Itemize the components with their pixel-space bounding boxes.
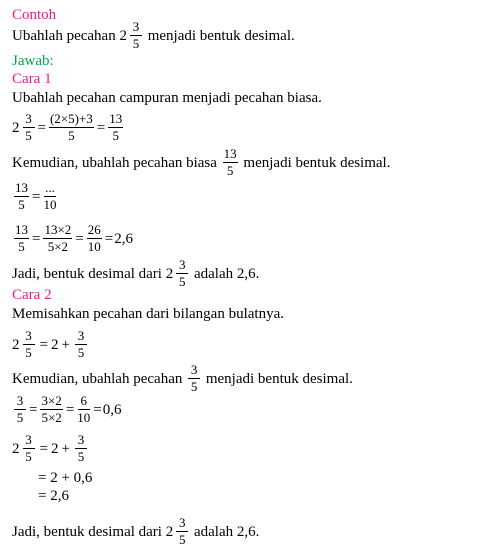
cara2-eq2-result: 0,6 bbox=[102, 401, 122, 418]
cara1-eq3-frac1-den: 5 bbox=[18, 239, 25, 254]
cara1-step2-fraction bbox=[223, 147, 238, 178]
cara2-conclusion-text-after: adalah 2,6. bbox=[193, 523, 260, 540]
cara1-eq2-frac2 bbox=[43, 181, 56, 212]
question-text-after: menjadi bentuk desimal. bbox=[147, 27, 295, 44]
plus-sign: + bbox=[61, 336, 70, 353]
question-whole: 2 bbox=[119, 27, 127, 44]
cara2-eq1-rhs-frac bbox=[75, 329, 87, 360]
equals-sign: = bbox=[39, 336, 48, 353]
cara2-eq1-whole: 2 bbox=[12, 336, 20, 353]
cara2-conclusion-whole: 2 bbox=[165, 523, 174, 540]
cara1-eq3-frac2-num: 13×2 bbox=[44, 222, 72, 237]
cara1-eq1-frac1 bbox=[23, 112, 35, 143]
cara1-conclusion-fraction-num: 3 bbox=[176, 258, 188, 274]
cara2-eq3-rhs-frac-num: 3 bbox=[75, 433, 87, 449]
question-fraction-num: 3 bbox=[130, 20, 142, 36]
equals-sign: = bbox=[104, 230, 114, 247]
cara2-step1 bbox=[12, 305, 284, 323]
cara1-eq1-frac2 bbox=[49, 112, 94, 143]
cara1-eq3-frac3-den: 10 bbox=[87, 239, 101, 254]
cara1-eq1-frac2-num: (2×5)+3 bbox=[49, 111, 93, 126]
cara1-eq1-frac3-num: 13 bbox=[109, 111, 123, 126]
cara1-eq3-frac1-num: 13 bbox=[15, 222, 28, 237]
cara1-eq1-whole: 2 bbox=[12, 119, 20, 136]
cara2-equation1 bbox=[12, 329, 89, 360]
equals-sign: = bbox=[32, 230, 41, 247]
cara1-conclusion-whole: 2 bbox=[165, 265, 174, 282]
question bbox=[12, 20, 295, 51]
plus-sign: + bbox=[61, 440, 70, 457]
question-fraction-den: 5 bbox=[132, 36, 140, 51]
cara1-step1 bbox=[12, 89, 322, 107]
cara1-step2-fraction-num: 13 bbox=[223, 146, 237, 161]
cara2-eq3-line2-text: = 2 + 0,6 bbox=[38, 470, 93, 486]
cara2-eq2-frac1-den: 5 bbox=[16, 410, 24, 425]
cara2-eq3-line2 bbox=[38, 469, 92, 487]
cara2-eq2-frac3-den: 10 bbox=[77, 410, 91, 425]
cara2-step2 bbox=[12, 363, 353, 394]
cara1-eq1-frac3 bbox=[108, 112, 123, 143]
cara2-eq2-frac3-num: 6 bbox=[78, 394, 90, 410]
equals-sign: = bbox=[39, 440, 48, 457]
cara2-conclusion-fraction-num: 3 bbox=[176, 516, 188, 532]
cara1-step2-fraction-den: 5 bbox=[226, 163, 234, 178]
heading-cara2-label: Cara 2 bbox=[12, 287, 52, 303]
cara2-conclusion-fraction bbox=[176, 516, 188, 547]
cara2-step2-fraction-num: 3 bbox=[188, 363, 200, 379]
cara1-step2-text-after: menjadi bentuk desimal. bbox=[243, 154, 391, 171]
cara2-equation3 bbox=[12, 433, 89, 464]
cara1-eq1-frac1-num: 3 bbox=[23, 112, 35, 128]
cara2-step2-text-after: menjadi bentuk desimal. bbox=[205, 370, 353, 387]
cara1-eq3-frac2 bbox=[43, 223, 72, 254]
cara1-conclusion bbox=[12, 258, 259, 289]
cara2-eq3-rhs-frac bbox=[75, 433, 87, 464]
heading-cara2 bbox=[12, 286, 52, 304]
cara1-eq1-frac2-den: 5 bbox=[68, 128, 75, 143]
cara1-eq2-frac1-num: 13 bbox=[15, 180, 28, 195]
cara1-step2-text-before: Kemudian, ubahlah pecahan biasa bbox=[12, 154, 217, 171]
cara2-eq2-frac3 bbox=[77, 394, 90, 425]
equals-sign: = bbox=[96, 119, 106, 136]
equals-sign: = bbox=[93, 401, 102, 418]
cara1-eq2-frac2-den: 10 bbox=[43, 197, 57, 212]
question-text-before: Ubahlah pecahan bbox=[12, 27, 116, 44]
cara1-eq3-frac3 bbox=[87, 223, 102, 254]
heading-jawab-label: Jawab: bbox=[12, 53, 54, 69]
cara1-eq3-frac2-den: 5×2 bbox=[47, 239, 69, 254]
cara1-eq1-frac3-den: 5 bbox=[112, 128, 120, 143]
cara2-eq2-frac2-num: 3×2 bbox=[41, 393, 62, 408]
heading-jawab bbox=[12, 52, 54, 70]
cara1-equation3 bbox=[12, 221, 133, 254]
cara2-eq3-line3 bbox=[38, 487, 69, 505]
cara2-eq3-rhs-whole: 2 bbox=[50, 440, 59, 457]
cara2-step2-text-before: Kemudian, ubahlah pecahan bbox=[12, 370, 183, 387]
equals-sign: = bbox=[32, 188, 41, 205]
cara2-eq3-rhs-frac-den: 5 bbox=[77, 449, 85, 464]
cara2-eq3-frac-num: 3 bbox=[23, 433, 35, 449]
cara2-step2-fraction bbox=[188, 363, 200, 394]
cara2-eq1-rhs-whole: 2 bbox=[50, 336, 59, 353]
equals-sign: = bbox=[29, 401, 38, 418]
cara2-conclusion-text-before: Jadi, bentuk desimal dari bbox=[12, 523, 162, 540]
cara2-conclusion-fraction-den: 5 bbox=[178, 532, 186, 547]
cara1-conclusion-text-after: adalah 2,6. bbox=[193, 265, 260, 282]
cara2-eq1-rhs-frac-den: 5 bbox=[77, 345, 85, 360]
cara1-eq2-frac1 bbox=[14, 181, 29, 212]
cara2-step1-text: Memisahkan pecahan dari bilangan bulatnya. bbox=[12, 306, 284, 322]
heading-cara1 bbox=[12, 70, 52, 88]
heading-cara1-label: Cara 1 bbox=[12, 71, 52, 87]
cara1-eq2-frac2-num: ... bbox=[45, 180, 55, 195]
cara1-conclusion-text-before: Jadi, bentuk desimal dari bbox=[12, 265, 162, 282]
cara2-eq3-line3-text: = 2,6 bbox=[38, 488, 69, 504]
equals-sign: = bbox=[65, 401, 75, 418]
cara1-step2 bbox=[12, 147, 390, 178]
cara1-eq3-frac3-num: 26 bbox=[87, 222, 101, 237]
cara1-eq2-frac1-den: 5 bbox=[18, 197, 25, 212]
cara2-eq1-frac-num: 3 bbox=[23, 329, 35, 345]
cara2-step2-fraction-den: 5 bbox=[190, 379, 198, 394]
cara2-eq3-frac-den: 5 bbox=[25, 449, 32, 464]
cara1-equation1 bbox=[12, 112, 125, 143]
cara2-eq2-frac2 bbox=[40, 394, 62, 425]
cara1-equation2 bbox=[12, 179, 58, 212]
cara2-eq2-frac2-den: 5×2 bbox=[41, 410, 62, 425]
cara2-eq3-whole: 2 bbox=[12, 440, 20, 457]
heading-contoh-label: Contoh bbox=[12, 7, 57, 23]
cara2-eq1-frac-den: 5 bbox=[25, 345, 32, 360]
cara2-eq1-rhs-frac-num: 3 bbox=[75, 329, 87, 345]
equals-sign: = bbox=[37, 119, 46, 136]
cara1-conclusion-fraction bbox=[176, 258, 188, 289]
cara2-equation2 bbox=[12, 392, 122, 425]
cara1-step1-text: Ubahlah pecahan campuran menjadi pecahan biasa. bbox=[12, 90, 322, 106]
cara2-eq3-frac bbox=[23, 433, 35, 464]
cara1-eq1-frac1-den: 5 bbox=[25, 128, 32, 143]
cara2-eq2-frac1-num: 3 bbox=[14, 394, 26, 410]
cara2-eq1-frac bbox=[23, 329, 35, 360]
cara1-eq3-result: 2,6 bbox=[114, 230, 133, 247]
question-fraction bbox=[130, 20, 142, 51]
cara1-eq3-frac1 bbox=[14, 223, 29, 254]
cara1-conclusion-fraction-den: 5 bbox=[178, 274, 186, 289]
equals-sign: = bbox=[75, 230, 84, 247]
cara2-eq2-frac1 bbox=[14, 394, 26, 425]
cara2-conclusion bbox=[12, 516, 259, 547]
